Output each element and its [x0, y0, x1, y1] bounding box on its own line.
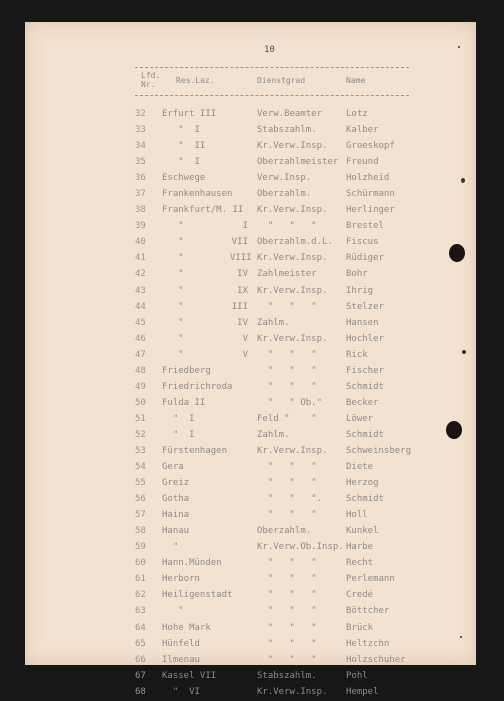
- paper-speck: [460, 636, 462, 638]
- row-number: 44: [135, 301, 146, 312]
- row-number: 58: [135, 526, 146, 537]
- list-row: [135, 572, 435, 588]
- person-name: Schmidt: [346, 494, 384, 505]
- header-res-laz: Res.Laz.: [176, 76, 215, 85]
- person-name: Löwer: [346, 413, 374, 424]
- person-name: Holl: [346, 510, 368, 521]
- person-name: Holzheid: [346, 173, 390, 184]
- row-number: 67: [135, 670, 146, 681]
- rank: Oberzahlmeister: [257, 157, 339, 168]
- row-number: 38: [135, 205, 146, 216]
- reserve-hospital: ": [162, 349, 184, 360]
- list-row: [135, 604, 435, 620]
- row-number: 62: [135, 590, 146, 601]
- list-row: [135, 251, 435, 267]
- person-name: Pohl: [346, 670, 368, 681]
- row-number: 60: [135, 558, 146, 569]
- rank: Kr.Verw.Insp.: [257, 141, 328, 152]
- page-number: 10: [264, 45, 275, 55]
- row-number: 47: [135, 349, 146, 360]
- rank: " " ": [257, 365, 317, 376]
- person-name: Böttcher: [346, 606, 390, 617]
- row-number: 59: [135, 542, 146, 553]
- rank: Stabszahlm.: [257, 670, 317, 681]
- rank: Kr.Verw.Insp.: [257, 205, 328, 216]
- row-number: 66: [135, 654, 146, 665]
- row-number: 35: [135, 157, 146, 168]
- reserve-hospital: Erfurt III: [162, 109, 217, 119]
- person-name: Rick: [346, 349, 368, 360]
- rank: Verw.Beamter: [257, 109, 323, 119]
- rank: " " ": [257, 590, 317, 601]
- header-dienstgrad: Dienstgrad: [257, 76, 306, 85]
- person-name: Kalber: [346, 125, 379, 136]
- list-row: [135, 540, 435, 556]
- rank: Oberzahlm.d.L.: [257, 237, 333, 248]
- list-row: [135, 203, 435, 219]
- reserve-hospital: ": [162, 285, 184, 296]
- row-number: 46: [135, 333, 146, 344]
- list-row: [135, 235, 435, 251]
- reserve-hospital: Hünfeld: [162, 638, 200, 649]
- list-row: [135, 524, 435, 540]
- list-row: [135, 508, 435, 524]
- person-name: Brück: [346, 622, 374, 633]
- reserve-hospital: ": [162, 301, 184, 312]
- rank: " " ": [257, 301, 317, 312]
- person-name: Ihrig: [346, 285, 374, 296]
- rank: " " Ob.": [257, 397, 323, 408]
- list-row: [135, 171, 435, 187]
- rank: Oberzahlm.: [257, 526, 312, 537]
- list-row: [135, 588, 435, 604]
- rank: " " ": [257, 349, 317, 360]
- rank: " " ".: [257, 494, 323, 505]
- reserve-hospital: Herborn: [162, 574, 200, 585]
- row-number: 48: [135, 365, 146, 376]
- person-name: Fiscus: [346, 237, 379, 248]
- reserve-hospital: Frankenhausen: [162, 189, 233, 200]
- punch-hole: [449, 244, 465, 262]
- row-number: 42: [135, 269, 146, 280]
- reserve-hospital: ": [162, 542, 179, 553]
- reserve-hospital: Hanau: [162, 526, 190, 537]
- row-number: 43: [135, 285, 146, 296]
- list-row: [135, 637, 435, 653]
- person-name: Lotz: [346, 109, 368, 119]
- list-row: [135, 556, 435, 572]
- row-number: 68: [135, 686, 146, 697]
- person-name: Hempel: [346, 686, 379, 697]
- header-nr: Nr.: [141, 80, 156, 89]
- person-name: Becker: [346, 397, 379, 408]
- list-row: [135, 428, 435, 444]
- reserve-hospital: ": [162, 237, 184, 248]
- reserve-hospital: Gera: [162, 462, 184, 473]
- row-number: 49: [135, 381, 146, 392]
- person-name: Schweinsberg: [346, 445, 412, 456]
- person-name: Perlemann: [346, 574, 395, 585]
- reserve-hospital: Fulda II: [162, 397, 206, 408]
- ward-numeral: IV: [237, 317, 248, 328]
- row-number: 57: [135, 510, 146, 521]
- row-number: 33: [135, 125, 146, 136]
- list-row: [135, 187, 435, 203]
- reserve-hospital: " VI: [162, 686, 200, 697]
- ward-numeral: III: [231, 301, 248, 312]
- person-name: Freund: [346, 157, 379, 168]
- person-name: Herlinger: [346, 205, 395, 216]
- rank: Verw.Insp.: [257, 173, 312, 184]
- rank: Zahlm.: [257, 429, 290, 440]
- reserve-hospital: Fürstenhagen: [162, 445, 228, 456]
- list-row: [135, 460, 435, 476]
- list-row: [135, 685, 435, 701]
- header-name: Name: [346, 76, 366, 85]
- reserve-hospital: Friedrichroda: [162, 381, 233, 392]
- row-number: 36: [135, 173, 146, 184]
- list-row: [135, 316, 435, 332]
- reserve-hospital: " II: [162, 141, 206, 152]
- header-lfd: Lfd.: [141, 71, 161, 80]
- person-name: Herzog: [346, 478, 379, 489]
- rank: " " ": [257, 606, 317, 617]
- list-row: [135, 284, 435, 300]
- personnel-list: [135, 107, 435, 701]
- list-row: [135, 219, 435, 235]
- row-number: 64: [135, 622, 146, 633]
- row-number: 63: [135, 606, 146, 617]
- reserve-hospital: " I: [162, 413, 195, 424]
- paper-speck: [458, 46, 460, 48]
- list-row: [135, 123, 435, 139]
- ward-numeral: V: [242, 349, 248, 360]
- rank: Zahlm.: [257, 317, 290, 328]
- reserve-hospital: ": [162, 333, 184, 344]
- rank: Kr.Verw.Insp.: [257, 253, 328, 264]
- rank: " " ": [257, 654, 317, 665]
- rank: Kr.Verw.Ob.Insp.: [257, 542, 344, 553]
- list-row: [135, 348, 435, 364]
- reserve-hospital: Ilmenau: [162, 654, 200, 665]
- person-name: Diete: [346, 462, 374, 473]
- rank: Kr.Verw.Insp.: [257, 285, 328, 296]
- person-name: Stelzer: [346, 301, 384, 312]
- person-name: Schmidt: [346, 381, 384, 392]
- rank: Kr.Verw.Insp.: [257, 686, 328, 697]
- list-row: [135, 621, 435, 637]
- rank: Feld " ": [257, 413, 317, 424]
- rank: Stabszahlm.: [257, 125, 317, 136]
- person-name: Hochler: [346, 333, 384, 344]
- reserve-hospital: Heiligenstadt: [162, 590, 233, 601]
- list-row: [135, 364, 435, 380]
- person-name: Heltzchn: [346, 638, 390, 649]
- reserve-hospital: ": [162, 253, 184, 264]
- list-row: [135, 380, 435, 396]
- person-name: Schmidt: [346, 429, 384, 440]
- row-number: 55: [135, 478, 146, 489]
- reserve-hospital: Haina: [162, 510, 190, 521]
- reserve-hospital: Friedberg: [162, 365, 211, 376]
- person-name: Credé: [346, 590, 374, 601]
- row-number: 61: [135, 574, 146, 585]
- row-number: 41: [135, 253, 146, 264]
- header-rule-top: [135, 67, 409, 68]
- ward-numeral: V: [242, 333, 248, 344]
- reserve-hospital: ": [162, 269, 184, 280]
- list-row: [135, 267, 435, 283]
- paper-speck: [461, 178, 465, 183]
- list-row: [135, 332, 435, 348]
- rank: " " ": [257, 478, 317, 489]
- list-row: [135, 412, 435, 428]
- rank: " " ": [257, 381, 317, 392]
- list-row: [135, 669, 435, 685]
- rank: " " ": [257, 638, 317, 649]
- row-number: 39: [135, 221, 146, 232]
- list-row: [135, 476, 435, 492]
- rank: Oberzahlm.: [257, 189, 312, 200]
- reserve-hospital: Greiz: [162, 478, 190, 489]
- ward-numeral: IV: [237, 269, 248, 280]
- reserve-hospital: " I: [162, 125, 200, 136]
- person-name: Bohr: [346, 269, 368, 280]
- rank: Zahlmeister: [257, 269, 317, 280]
- person-name: Rüdiger: [346, 253, 384, 264]
- rank: Kr.Verw.Insp.: [257, 333, 328, 344]
- reserve-hospital: Gotha: [162, 494, 190, 505]
- reserve-hospital: ": [162, 317, 184, 328]
- reserve-hospital: Hohe Mark: [162, 622, 211, 633]
- person-name: Harbe: [346, 542, 374, 553]
- rank: Kr.Verw.Insp.: [257, 445, 328, 456]
- row-number: 54: [135, 462, 146, 473]
- list-row: [135, 139, 435, 155]
- person-name: Kunkel: [346, 526, 379, 537]
- list-row: [135, 444, 435, 460]
- person-name: Fischer: [346, 365, 384, 376]
- list-row: [135, 492, 435, 508]
- reserve-hospital: " I: [162, 429, 195, 440]
- list-row: [135, 396, 435, 412]
- row-number: 45: [135, 317, 146, 328]
- row-number: 34: [135, 141, 146, 152]
- row-number: 52: [135, 429, 146, 440]
- row-number: 56: [135, 494, 146, 505]
- reserve-hospital: Kassel VII: [162, 670, 217, 681]
- row-number: 32: [135, 109, 146, 119]
- row-number: 51: [135, 413, 146, 424]
- punch-hole: [446, 421, 462, 439]
- row-number: 40: [135, 237, 146, 248]
- row-number: 65: [135, 638, 146, 649]
- rank: " " ": [257, 574, 317, 585]
- ward-numeral: IX: [237, 285, 248, 296]
- rank: " " ": [257, 622, 317, 633]
- reserve-hospital: Eschwege: [162, 173, 206, 184]
- paper-speck: [462, 350, 466, 354]
- list-row: [135, 300, 435, 316]
- ward-numeral: VII: [231, 237, 248, 248]
- person-name: Groeskopf: [346, 141, 395, 152]
- ward-numeral: I: [242, 221, 248, 232]
- reserve-hospital: ": [162, 606, 184, 617]
- reserve-hospital: Hann.Münden: [162, 558, 222, 569]
- rank: " " ": [257, 462, 317, 473]
- ward-numeral: VIII: [230, 253, 252, 264]
- list-row: [135, 107, 435, 123]
- row-number: 37: [135, 189, 146, 200]
- rank: " " ": [257, 510, 317, 521]
- list-row: [135, 155, 435, 171]
- header-rule-bottom: [135, 95, 409, 96]
- rank: " " ": [257, 221, 317, 232]
- reserve-hospital: Frankfurt/M. II: [162, 205, 244, 216]
- row-number: 50: [135, 397, 146, 408]
- person-name: Schürmann: [346, 189, 395, 200]
- person-name: Brestel: [346, 221, 384, 232]
- person-name: Hansen: [346, 317, 379, 328]
- reserve-hospital: ": [162, 221, 184, 232]
- row-number: 53: [135, 445, 146, 456]
- person-name: Recht: [346, 558, 374, 569]
- rank: " " ": [257, 558, 317, 569]
- reserve-hospital: " I: [162, 157, 200, 168]
- list-row: [135, 653, 435, 669]
- person-name: Holzschuher: [346, 654, 406, 665]
